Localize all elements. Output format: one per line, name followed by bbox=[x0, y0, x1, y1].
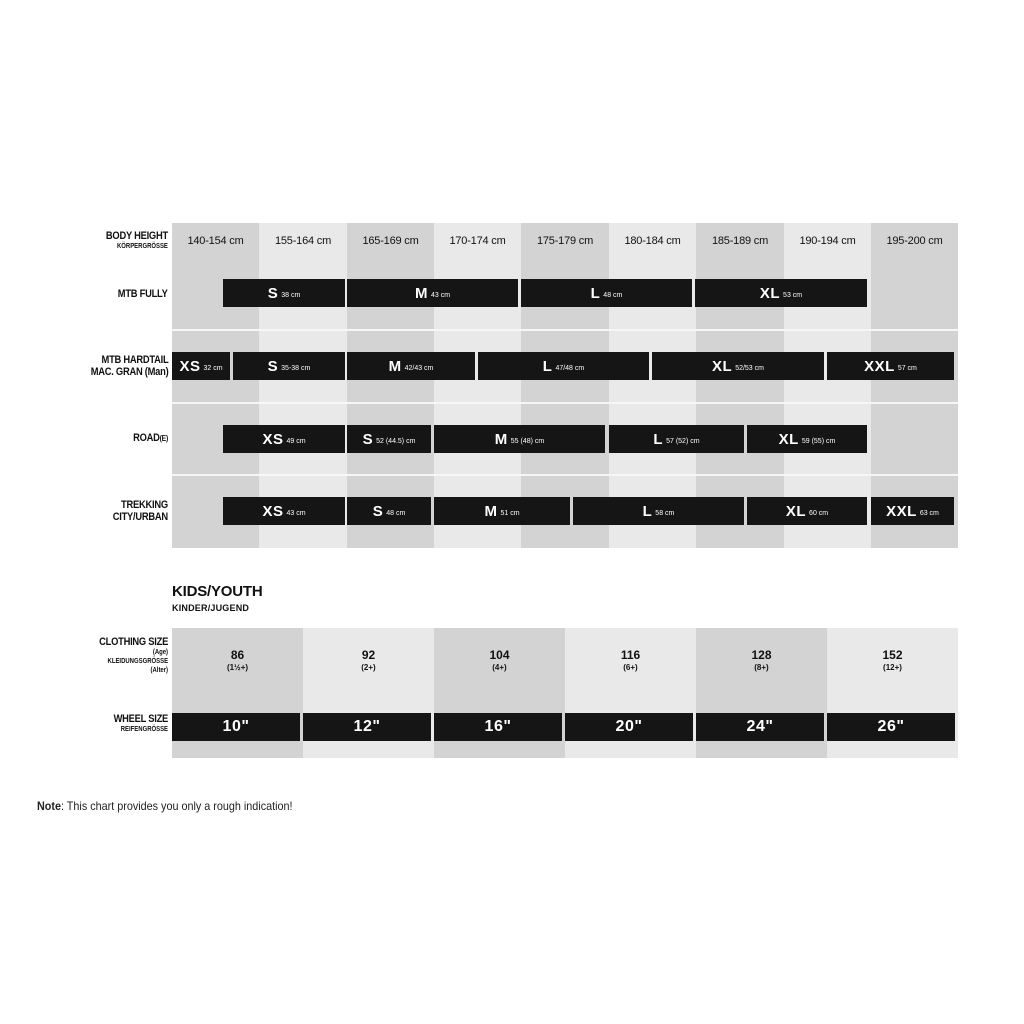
size-bar: M 43 cm bbox=[347, 279, 518, 307]
size-bar: XL 53 cm bbox=[695, 279, 867, 307]
size-bar: L 58 cm bbox=[573, 497, 744, 525]
size-bar: L 47/48 cm bbox=[478, 352, 649, 380]
size-bar: XL 60 cm bbox=[747, 497, 867, 525]
height-header: 185-189 cm bbox=[711, 235, 769, 247]
size-bar: XS 43 cm bbox=[223, 497, 345, 525]
height-header: 180-184 cm bbox=[624, 235, 681, 247]
clothing-size-cell: 128 (8+) bbox=[751, 648, 772, 672]
kids-title: KIDS/YOUTH bbox=[172, 583, 263, 600]
size-bar: L 48 cm bbox=[521, 279, 692, 307]
size-bar: M 51 cm bbox=[434, 497, 570, 525]
size-bar: XXL 63 cm bbox=[871, 497, 954, 525]
height-header: 170-174 cm bbox=[449, 235, 506, 247]
row-label-road-note: (E) bbox=[159, 434, 168, 443]
row-label-mtb-hardtail: MTB HARDTAIL MAC. GRAN (Man) bbox=[90, 354, 168, 378]
wheel-size-bar: 16" bbox=[434, 713, 562, 741]
size-bar: L 57 (52) cm bbox=[609, 425, 744, 453]
row-divider bbox=[172, 474, 958, 476]
size-bar: XXL 57 cm bbox=[827, 352, 954, 380]
size-bar: S 38 cm bbox=[223, 279, 345, 307]
size-bar: XL 52/53 cm bbox=[652, 352, 824, 380]
clothing-size-cell: 116 (6+) bbox=[620, 648, 641, 672]
wheel-size-bar: 24" bbox=[696, 713, 824, 741]
row-label-road: ROAD(E) bbox=[133, 432, 168, 444]
wheel-size-bar: 20" bbox=[565, 713, 693, 741]
clothing-size-cell: 86 (1½+) bbox=[226, 648, 249, 672]
kids-subtitle: KINDER/JUGEND bbox=[172, 603, 250, 613]
height-header: 155-164 cm bbox=[274, 235, 332, 247]
clothing-size-label: CLOTHING SIZE (Age) KLEIDUNGSGRÖSSE (Alter) bbox=[99, 636, 168, 674]
wheel-size-bar: 12" bbox=[303, 713, 431, 741]
row-divider bbox=[172, 402, 958, 404]
size-bar: S 52 (44.5) cm bbox=[347, 425, 431, 453]
height-header: 140-154 cm bbox=[187, 235, 244, 247]
clothing-size-cell: 104 (4+) bbox=[489, 648, 510, 672]
size-bar: M 55 (48) cm bbox=[434, 425, 605, 453]
adult-size-chart bbox=[172, 223, 958, 548]
body-height-sublabel: KÖRPERGRÖSSE bbox=[117, 243, 168, 250]
wheel-size-bar: 26" bbox=[827, 713, 955, 741]
height-header: 190-194 cm bbox=[799, 235, 856, 247]
size-bar: XS 32 cm bbox=[172, 352, 230, 380]
height-header: 165-169 cm bbox=[362, 235, 419, 247]
size-bar: XL 59 (55) cm bbox=[747, 425, 867, 453]
row-divider bbox=[172, 329, 958, 331]
row-label-trekking: TREKKING CITY/URBAN bbox=[112, 499, 168, 523]
row-label-mtb-fully: MTB FULLY bbox=[118, 288, 168, 300]
height-header: 195-200 cm bbox=[886, 235, 943, 247]
height-header: 175-179 cm bbox=[536, 235, 594, 247]
size-bar: S 48 cm bbox=[347, 497, 431, 525]
clothing-size-cell: 92 (2+) bbox=[361, 648, 376, 672]
wheel-size-label: WHEEL SIZE REIFENGRÖSSE bbox=[113, 713, 168, 733]
body-height-label: BODY HEIGHT KÖRPERGRÖSSE bbox=[106, 230, 168, 250]
wheel-size-bar: 10" bbox=[172, 713, 300, 741]
footnote: Note: This chart provides you only a rough indication! bbox=[37, 799, 293, 813]
kids-size-chart bbox=[172, 628, 958, 758]
size-bar: S 35-38 cm bbox=[233, 352, 345, 380]
clothing-size-cell: 152 (12+) bbox=[882, 648, 903, 672]
size-bar: XS 49 cm bbox=[223, 425, 345, 453]
size-bar: M 42/43 cm bbox=[347, 352, 475, 380]
